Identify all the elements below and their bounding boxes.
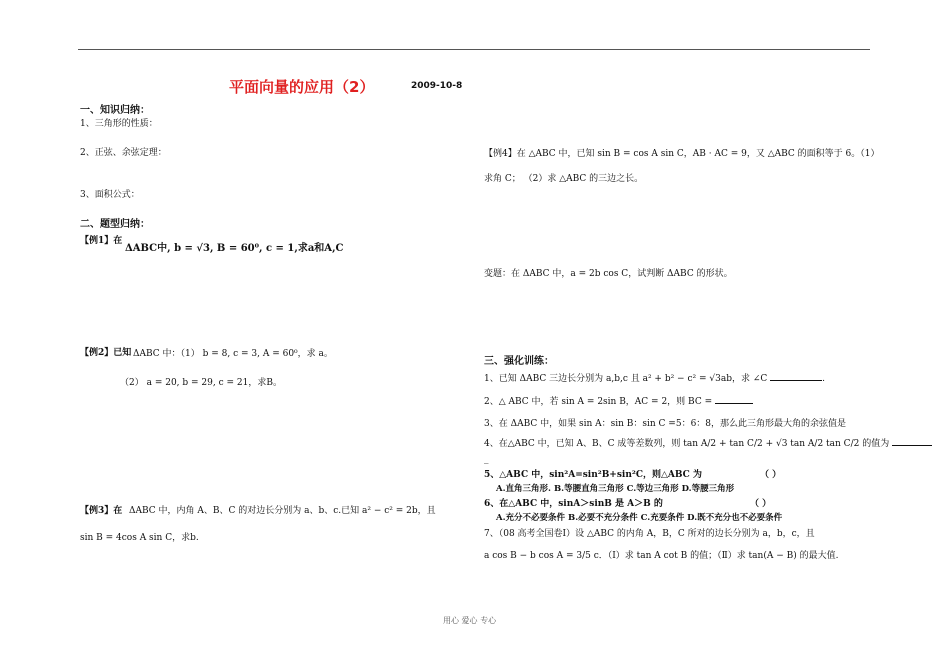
example3-line2: sin B = 4cos A sin C，求b. xyxy=(80,533,199,543)
item-triangle-properties: 1、三角形的性质： xyxy=(80,119,158,129)
practice-q5-options: A.直角三角形. B.等腰直角三角形 C.等边三角形 D.等腰三角形 xyxy=(496,484,735,494)
example2-label: 【例2】已知 xyxy=(80,348,132,358)
practice-q3: 3、在 ΔABC 中，如果 sin A：sin B：sin C =5：6：8，那么此三角形最大角的余弦值是 xyxy=(484,419,847,429)
practice-q6-options: A.充分不必要条件 B.必要不充分条件 C.充要条件 D.既不充分也不必要条件 xyxy=(496,513,783,523)
example4-line1: 【例4】在 △ABC 中，已知 sin B = cos A sin C，AB · AC = 9，又 △ABC 的面积等于 6。（1） xyxy=(484,149,880,159)
practice-q1: 1、已知 ΔABC 三边长分别为 a,b,c 且 a² + b² − c² = √3ab，求 ∠C . xyxy=(484,374,825,384)
practice-q6: 6、在△ABC 中，sinA＞sinB 是 A＞B 的 xyxy=(484,499,663,509)
section2-heading: 二、题型归纳： xyxy=(80,219,150,230)
example3-label: 【例3】在 xyxy=(80,506,123,516)
answer-blank xyxy=(892,445,932,446)
practice-q4-text: 4、在△ABC 中，已知 A、B、C 成等差数列，则 tan A/2 + tan C/2 + √3 tan A/2 tan C/2 的值为 xyxy=(484,439,890,449)
practice-q5: 5、△ABC 中，sin²A=sin²B+sin²C，则△ABC 为 xyxy=(484,470,702,480)
practice-q2-text: 2、△ ABC 中，若 sin A = 2sin B，AC = 2，则 BC = xyxy=(484,397,713,407)
header-rule xyxy=(78,49,870,50)
practice-q2 xyxy=(484,394,753,407)
practice-q7-line2: a cos B − b cos A = 3/5 c．（Ⅰ）求 tan A cot B 的值；（Ⅱ）求 tan(A − B) 的最大值. xyxy=(484,551,839,561)
item-area-formula: 3、面积公式： xyxy=(80,190,140,200)
section1-heading: 一、知识归纳： xyxy=(80,105,150,116)
practice-q7-line1: 7、（08 高考全国卷Ⅰ）设 △ABC 的内角 A，B，C 所对的边长分别为 a，b，c，且 xyxy=(484,529,815,539)
item-sine-cosine-law: 2、正弦、余弦定理： xyxy=(80,148,167,158)
example4-line2: 求角 C； （2）求 △ABC 的三边之长。 xyxy=(484,174,644,184)
practice-q4 xyxy=(484,436,932,449)
example2-line1: ΔABC 中：（1） b = 8, c = 3, A = 60⁰，求 a。 xyxy=(133,349,333,359)
practice-q5-bracket: （ ） xyxy=(760,470,782,480)
practice-q1-text: 1、已知 ΔABC 三边长分别为 a,b,c 且 a² + b² − c² = √3ab，求 ∠C xyxy=(484,374,768,384)
answer-blank xyxy=(770,380,822,381)
example2-line2: （2） a = 20, b = 29, c = 21，求B。 xyxy=(120,378,282,388)
answer-blank xyxy=(715,403,753,404)
example3-line1: ΔABC 中，内角 A、B、C 的对边长分别为 a、b、c.已知 a² − c² = 2b，且 xyxy=(129,506,436,516)
footer-text: 用心 爱心 专心 xyxy=(443,616,497,625)
page-title: 平面向量的应用（2） xyxy=(229,78,375,96)
date: 2009-10-8 xyxy=(411,81,463,91)
section3-heading: 三、强化训练： xyxy=(484,356,554,367)
practice-q4-continuation: _ xyxy=(484,454,489,464)
practice-q6-bracket: （ ） xyxy=(750,499,772,509)
example1-label: 【例1】在 xyxy=(80,236,123,246)
example1-body: ΔABC中, b = √3, B = 60⁰, c = 1,求a和A,C xyxy=(125,243,344,254)
variant-problem: 变题：在 ΔABC 中，a = 2b cos C，试判断 ΔABC 的形状。 xyxy=(484,269,733,279)
